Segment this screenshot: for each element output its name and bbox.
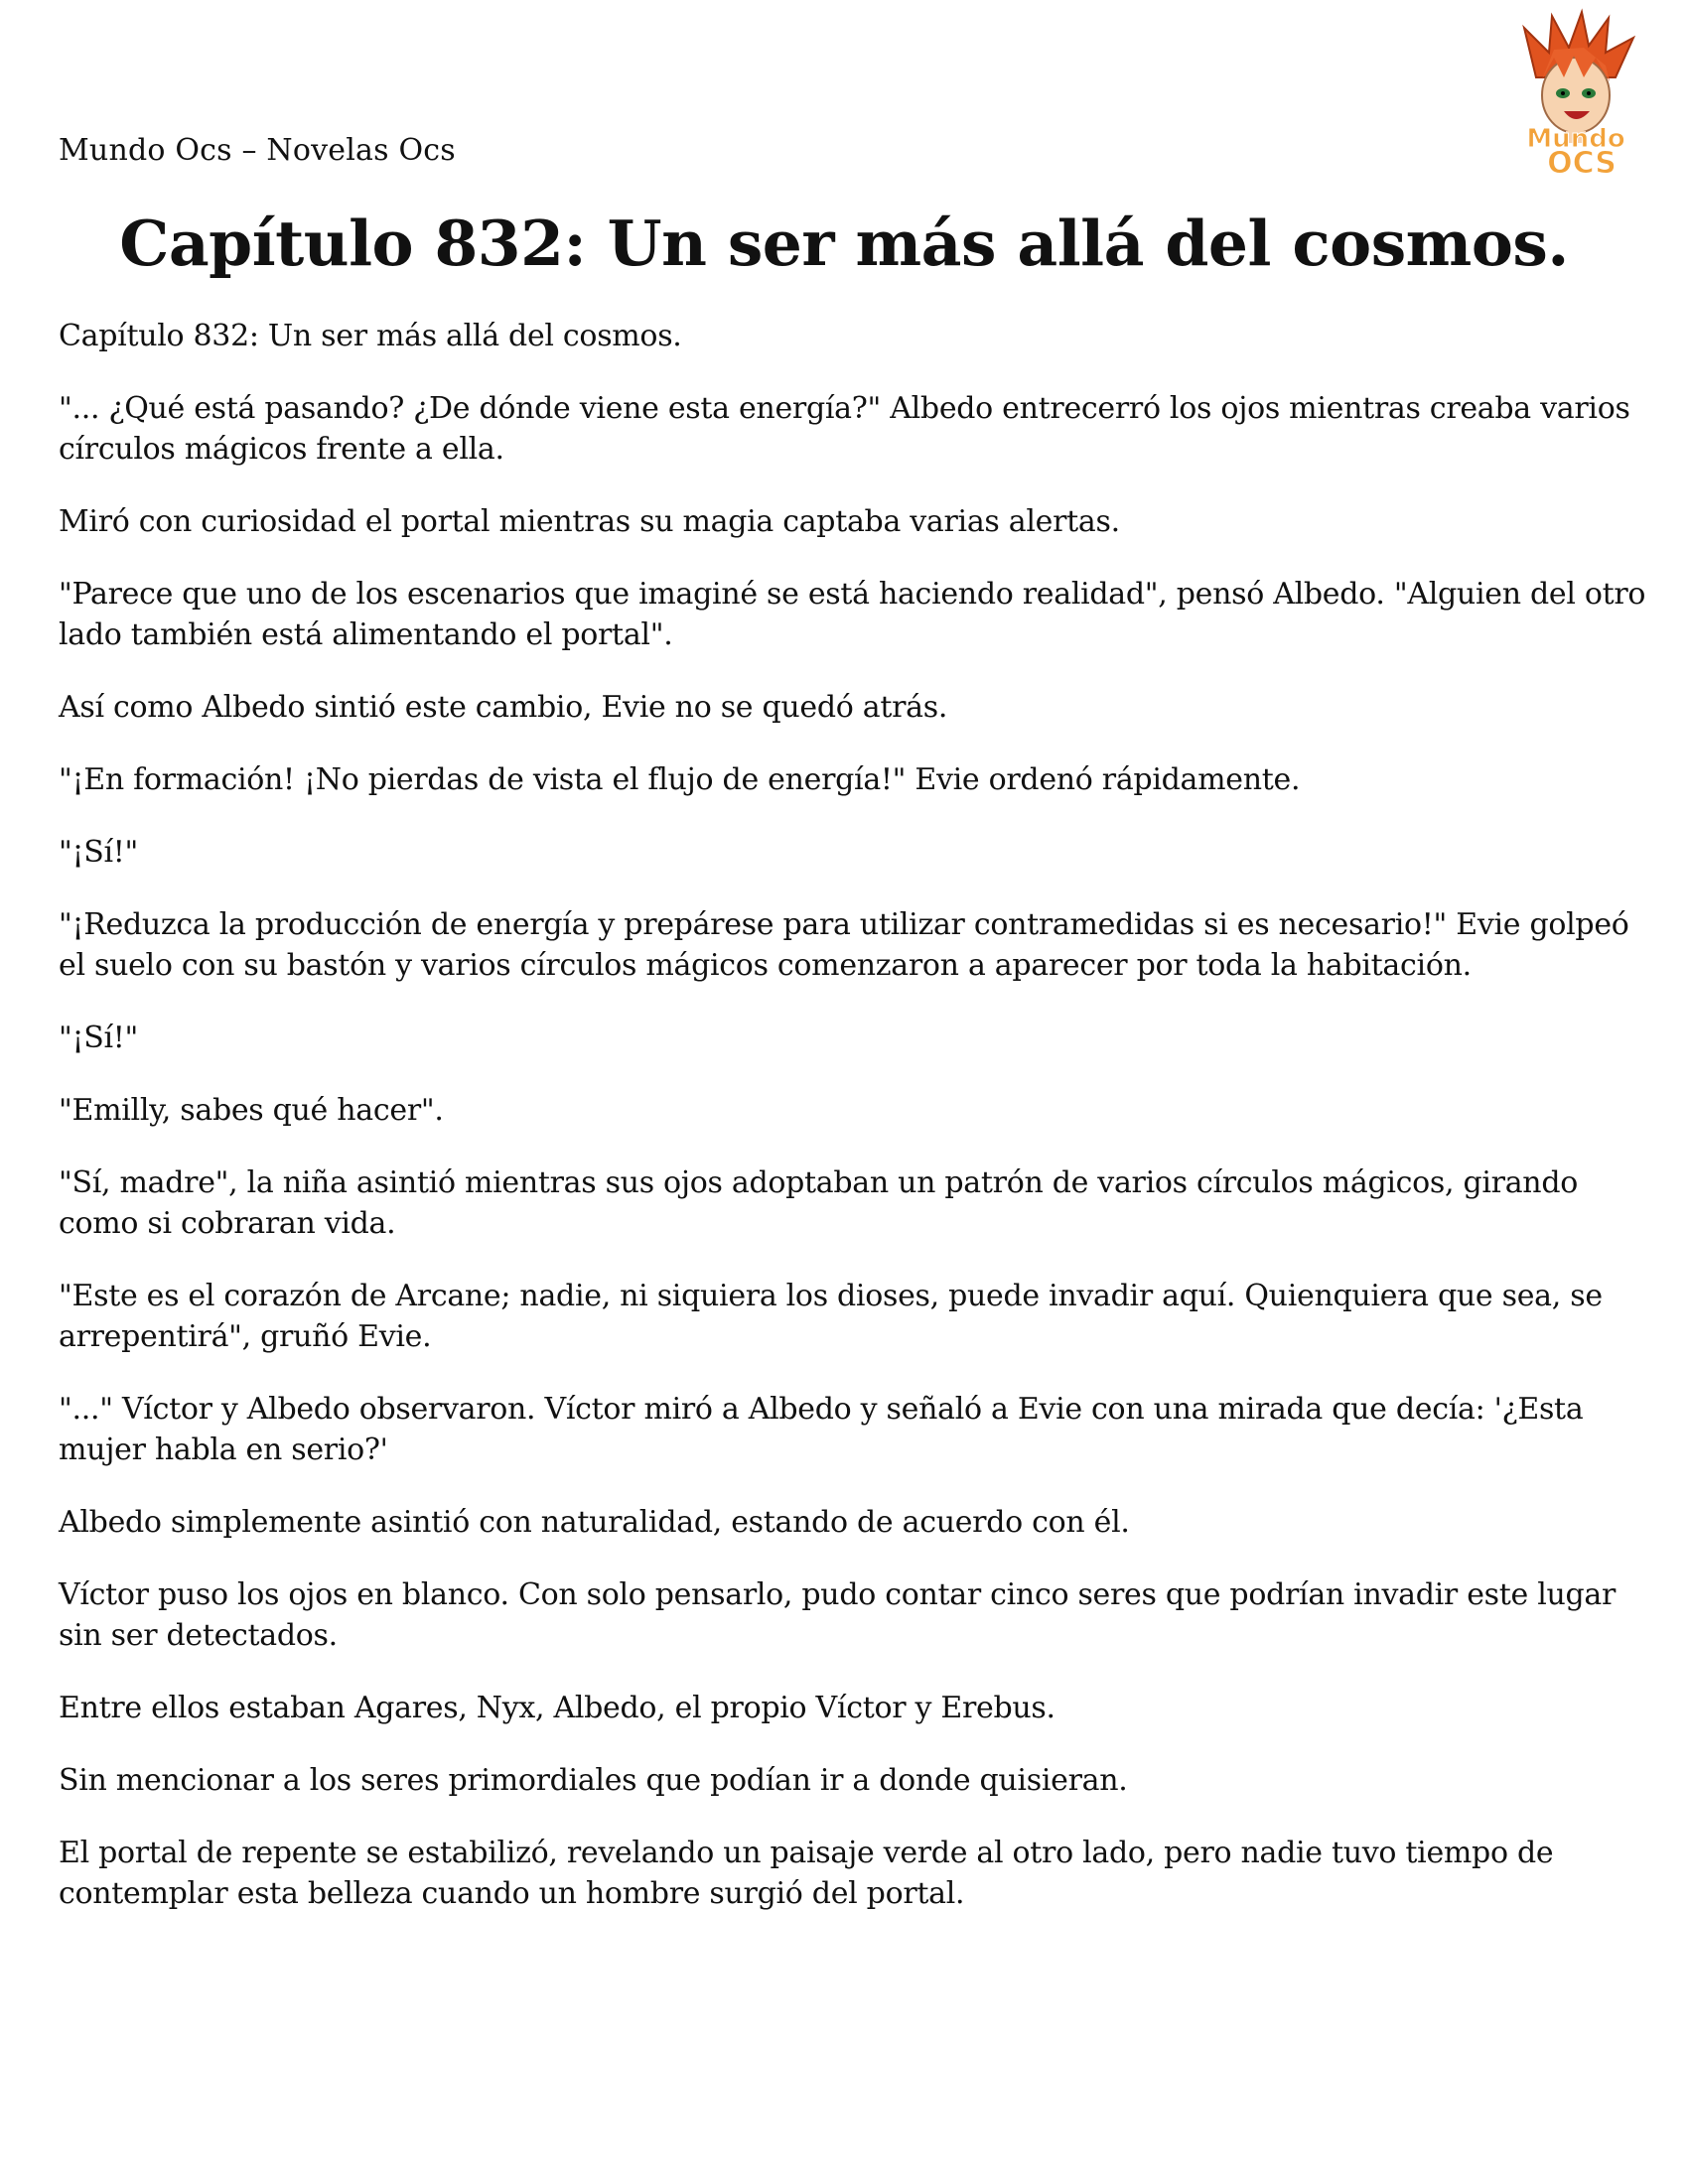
paragraph: "¡Reduzca la producción de energía y prepárese para utilizar contramedidas si es necesario!" Evie golpeó el suelo con su bastón y varios círculos mágicos comenzaron a aparecer por toda la habitación. (59, 907, 1629, 983)
site-header-text: Mundo Ocs – Novelas Ocs (59, 133, 456, 168)
mascot-logo-icon (1494, 8, 1658, 182)
paragraph: Víctor puso los ojos en blanco. Con solo pensarlo, pudo contar cinco seres que podrían invadir este lugar sin ser detectados. (59, 1577, 1617, 1653)
paragraph: Albedo simplemente asintió con naturalidad, estando de acuerdo con él. (59, 1505, 1130, 1540)
paragraph: El portal de repente se estabilizó, revelando un paisaje verde al otro lado, pero nadie tuvo tiempo de contemplar esta belleza cuando un hombre surgió del portal. (59, 1836, 1554, 1911)
paragraph: Sin mencionar a los seres primordiales que podían ir a donde quisieran. (59, 1763, 1128, 1798)
paragraph: "Sí, madre", la niña asintió mientras sus ojos adoptaban un patrón de varios círculos mágicos, girando como si cobraran vida. (59, 1165, 1578, 1241)
logo-text-bottom: OCS (1547, 146, 1617, 181)
paragraph: Entre ellos estaban Agares, Nyx, Albedo, el propio Víctor y Erebus. (59, 1691, 1055, 1725)
paragraph: "..." Víctor y Albedo observaron. Víctor miró a Albedo y señaló a Evie con una mirada que decía: '¿Esta mujer habla en serio?' (59, 1392, 1584, 1467)
paragraph: Así como Albedo sintió este cambio, Evie no se quedó atrás. (59, 690, 948, 725)
logo-text-top: Mundo (1526, 124, 1625, 154)
paragraph: "... ¿Qué está pasando? ¿De dónde viene esta energía?" Albedo entrecerró los ojos mientras creaba varios círculos mágicos frente a ella. (59, 391, 1630, 467)
chapter-body (59, 316, 1647, 1946)
paragraph: "¡Sí!" (59, 1021, 139, 1055)
chapter-title: Capítulo 832: Un ser más allá del cosmos. (119, 206, 1569, 280)
paragraph: "Emilly, sabes qué hacer". (59, 1093, 444, 1128)
paragraph: "¡Sí!" (59, 835, 139, 870)
paragraph: Capítulo 832: Un ser más allá del cosmos. (59, 319, 682, 353)
paragraph: Miró con curiosidad el portal mientras su magia captaba varias alertas. (59, 504, 1120, 539)
paragraph: "Parece que uno de los escenarios que imaginé se está haciendo realidad", pensó Albedo. "Alguien del otro lado también está alimentando el portal". (59, 577, 1646, 652)
paragraph: "Este es el corazón de Arcane; nadie, ni siquiera los dioses, puede invadir aquí. Quienquiera que sea, se arrepentirá", gruñó Evie. (59, 1279, 1603, 1354)
paragraph: "¡En formación! ¡No pierdas de vista el flujo de energía!" Evie ordenó rápidamente. (59, 762, 1301, 797)
